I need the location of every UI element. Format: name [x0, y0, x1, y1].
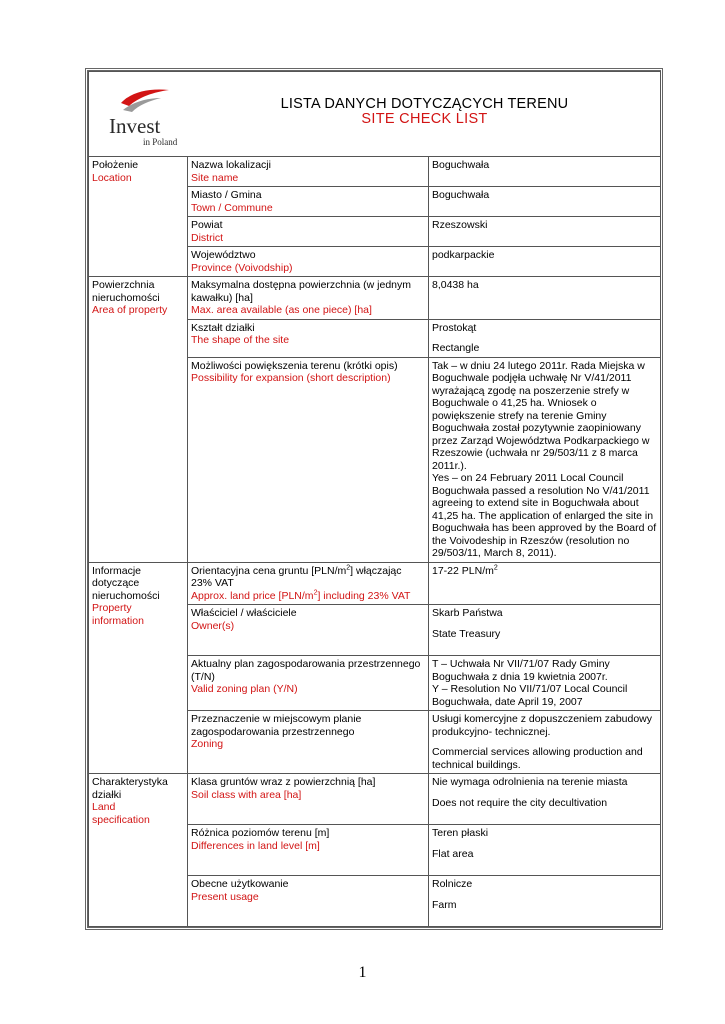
label-pl: Aktualny plan zagospodarowania przestrzennego (T/N): [191, 658, 421, 683]
category-label-en: Property: [92, 602, 132, 614]
value-pl: Tak – w dniu 24 lutego 2011r. Rada Miejska w Boguchwale podjęła uchwałę Nr V/41/2011 wyrażającą zgodę na poszerzenie strefy w Boguchwale o 41,25 ha. Wniosek o powiększenie strefy na terenie Gminy Boguchwała został pozytywnie zaopiniowany przez Zarząd Województwa Podkarpackiego w Rzeszowie (uchwała nr 29/503/11 z 8 marca 2011r.).: [432, 359, 650, 472]
category-label-en: Land: [92, 801, 116, 813]
label-pl: Klasa gruntów wraz z powierzchnią [ha]: [191, 776, 376, 788]
value-en: State Treasury: [432, 627, 501, 640]
label-en: Site name: [191, 171, 239, 184]
value-en: Y – Resolution No VII/71/07 Local Council Boguchwała, date April 19, 2007: [432, 683, 628, 708]
field-label: [188, 562, 429, 605]
field-label: [188, 825, 429, 876]
category-location: [89, 157, 188, 277]
field-label: [188, 277, 429, 320]
field-label: [188, 157, 429, 187]
table-row: [89, 277, 661, 320]
field-value: Rzeszowski: [429, 217, 661, 247]
field-value: podkarpackie: [429, 247, 661, 277]
label-en: Owner(s): [191, 619, 235, 632]
site-check-table: [88, 71, 661, 927]
table-row: [89, 157, 661, 187]
category-label-pl: nieruchomości: [92, 589, 160, 602]
field-label: [188, 217, 429, 247]
header-row: [89, 72, 661, 157]
field-value: [429, 319, 661, 357]
label-pl: Różnica poziomów terenu [m]: [191, 827, 330, 839]
field-label: [188, 656, 429, 711]
logo-swoosh-icon: [99, 86, 189, 148]
category-label-pl: Informacje: [92, 564, 142, 577]
field-value: [429, 774, 661, 825]
title-box: [189, 98, 660, 125]
label-en: Province (Voivodship): [191, 261, 293, 274]
label-pl: Obecne użytkowanie: [191, 878, 289, 890]
field-value: Boguchwała: [429, 157, 661, 187]
category-label-en: Area of property: [92, 304, 168, 316]
category-label-pl: działki: [92, 788, 122, 801]
field-label: [188, 876, 429, 927]
field-label: [188, 319, 429, 357]
field-label: [188, 711, 429, 774]
value-pl: Nie wymaga odrolnienia na terenie miasta: [432, 776, 628, 788]
category-area: [89, 277, 188, 563]
value-pl: T – Uchwała Nr VII/71/07 Rady Gminy Boguchwała z dnia 19 kwietnia 2007r.: [432, 658, 610, 683]
label-en: Max. area available (as one piece) [ha]: [191, 304, 372, 316]
label-pl: Kształt działki: [191, 321, 255, 334]
table-row: [89, 774, 661, 825]
label-pl: Maksymalna dostępna powierzchnia (w jednym kawałku) [ha]: [191, 279, 412, 304]
invest-in-poland-logo: [99, 86, 189, 148]
label-pl: Powiat: [191, 219, 223, 231]
value-pl: Rolnicze: [432, 878, 473, 890]
category-label-pl: dotyczące: [92, 577, 140, 589]
category-label-pl: Charakterystyka: [92, 776, 168, 788]
label-en: Zoning: [191, 738, 224, 750]
category-label-pl: nieruchomości: [92, 291, 160, 304]
label-pl: Miasto / Gmina: [191, 189, 262, 201]
label-en: Soil class with area [ha]: [191, 788, 302, 801]
category-label-pl: Powierzchnia: [92, 279, 155, 291]
field-label: [188, 357, 429, 562]
value-en: Yes – on 24 February 2011 Local Council Boguchwała passed a resolution No V/41/2011 agreeing to extend site in Boguchwała about 41,25 ha. The application of enlarged the site in Boguchwała has been approved by the Board of the Voivodeship in Rzeszów (resolution no 29/503/11, March 8, 2011).: [432, 472, 657, 559]
label-pl: Województwo: [191, 249, 256, 261]
label-en: Differences in land level [m]: [191, 839, 320, 852]
label-en: District: [191, 231, 224, 244]
field-value: 8,0438 ha: [429, 277, 661, 320]
value-en: Does not require the city decultivation: [432, 796, 608, 809]
title-polish: LISTA DANYCH DOTYCZĄCYCH TERENU: [280, 96, 569, 112]
category-label-en: specification: [92, 813, 150, 826]
category-label-pl: Położenie: [92, 159, 139, 171]
value-pl: Skarb Państwa: [432, 607, 503, 619]
header-cell: [89, 72, 661, 157]
value-en: Commercial services allowing production and technical buildings.: [432, 746, 643, 771]
value-en: Farm: [432, 898, 457, 911]
label-pl: Przeznaczenie w miejscowym planie zagospodarowania przestrzennego: [191, 713, 362, 738]
label-en: Approx. land price $[PLN/m^2]$ including 23% VAT: [191, 589, 411, 602]
page-number: 1: [358, 964, 367, 981]
field-label: [188, 774, 429, 825]
label-pl: Właściciel / właściciele: [191, 607, 297, 619]
category-land: [89, 774, 188, 927]
value-en: Rectangle: [432, 342, 480, 354]
field-value: [429, 876, 661, 927]
logo-main-text: Invest: [109, 114, 161, 138]
label-pl: Nazwa lokalizacji: [191, 159, 271, 171]
value-en: Flat area: [432, 847, 474, 860]
label-en: Possibility for expansion (short description): [191, 372, 391, 384]
field-value: [429, 605, 661, 656]
logo-sub-text: in Poland: [143, 137, 178, 147]
category-label-en: Location: [92, 171, 132, 184]
field-value: [429, 711, 661, 774]
field-value: [429, 656, 661, 711]
field-value: 17-22 PLN/$m^2$: [429, 562, 661, 605]
field-label: [188, 605, 429, 656]
label-pl: Możliwości powiększenia terenu (krótki opis): [191, 359, 398, 372]
label-en: The shape of the site: [191, 334, 290, 346]
field-label: [188, 247, 429, 277]
field-value: [429, 825, 661, 876]
category-property: [89, 562, 188, 774]
label-en: Valid zoning plan (Y/N): [191, 683, 298, 695]
label-en: Town / Commune: [191, 201, 273, 214]
value-pl: Teren płaski: [432, 827, 489, 839]
category-label-en: information: [92, 614, 144, 627]
value-pl: Usługi komercyjne z dopuszczeniem zabudowy produkcyjno- technicznej.: [432, 713, 653, 738]
table-row: [89, 562, 661, 605]
field-label: [188, 187, 429, 217]
title-english: SITE CHECK LIST: [361, 110, 488, 127]
label-en: Present usage: [191, 890, 259, 903]
field-value: [429, 357, 661, 562]
site-check-document: [85, 68, 663, 930]
value-pl: Prostokąt: [432, 321, 477, 334]
field-value: Boguchwała: [429, 187, 661, 217]
label-pl: Orientacyjna cena gruntu $[PLN/m^2]$ włączając 23% VAT: [191, 564, 402, 589]
